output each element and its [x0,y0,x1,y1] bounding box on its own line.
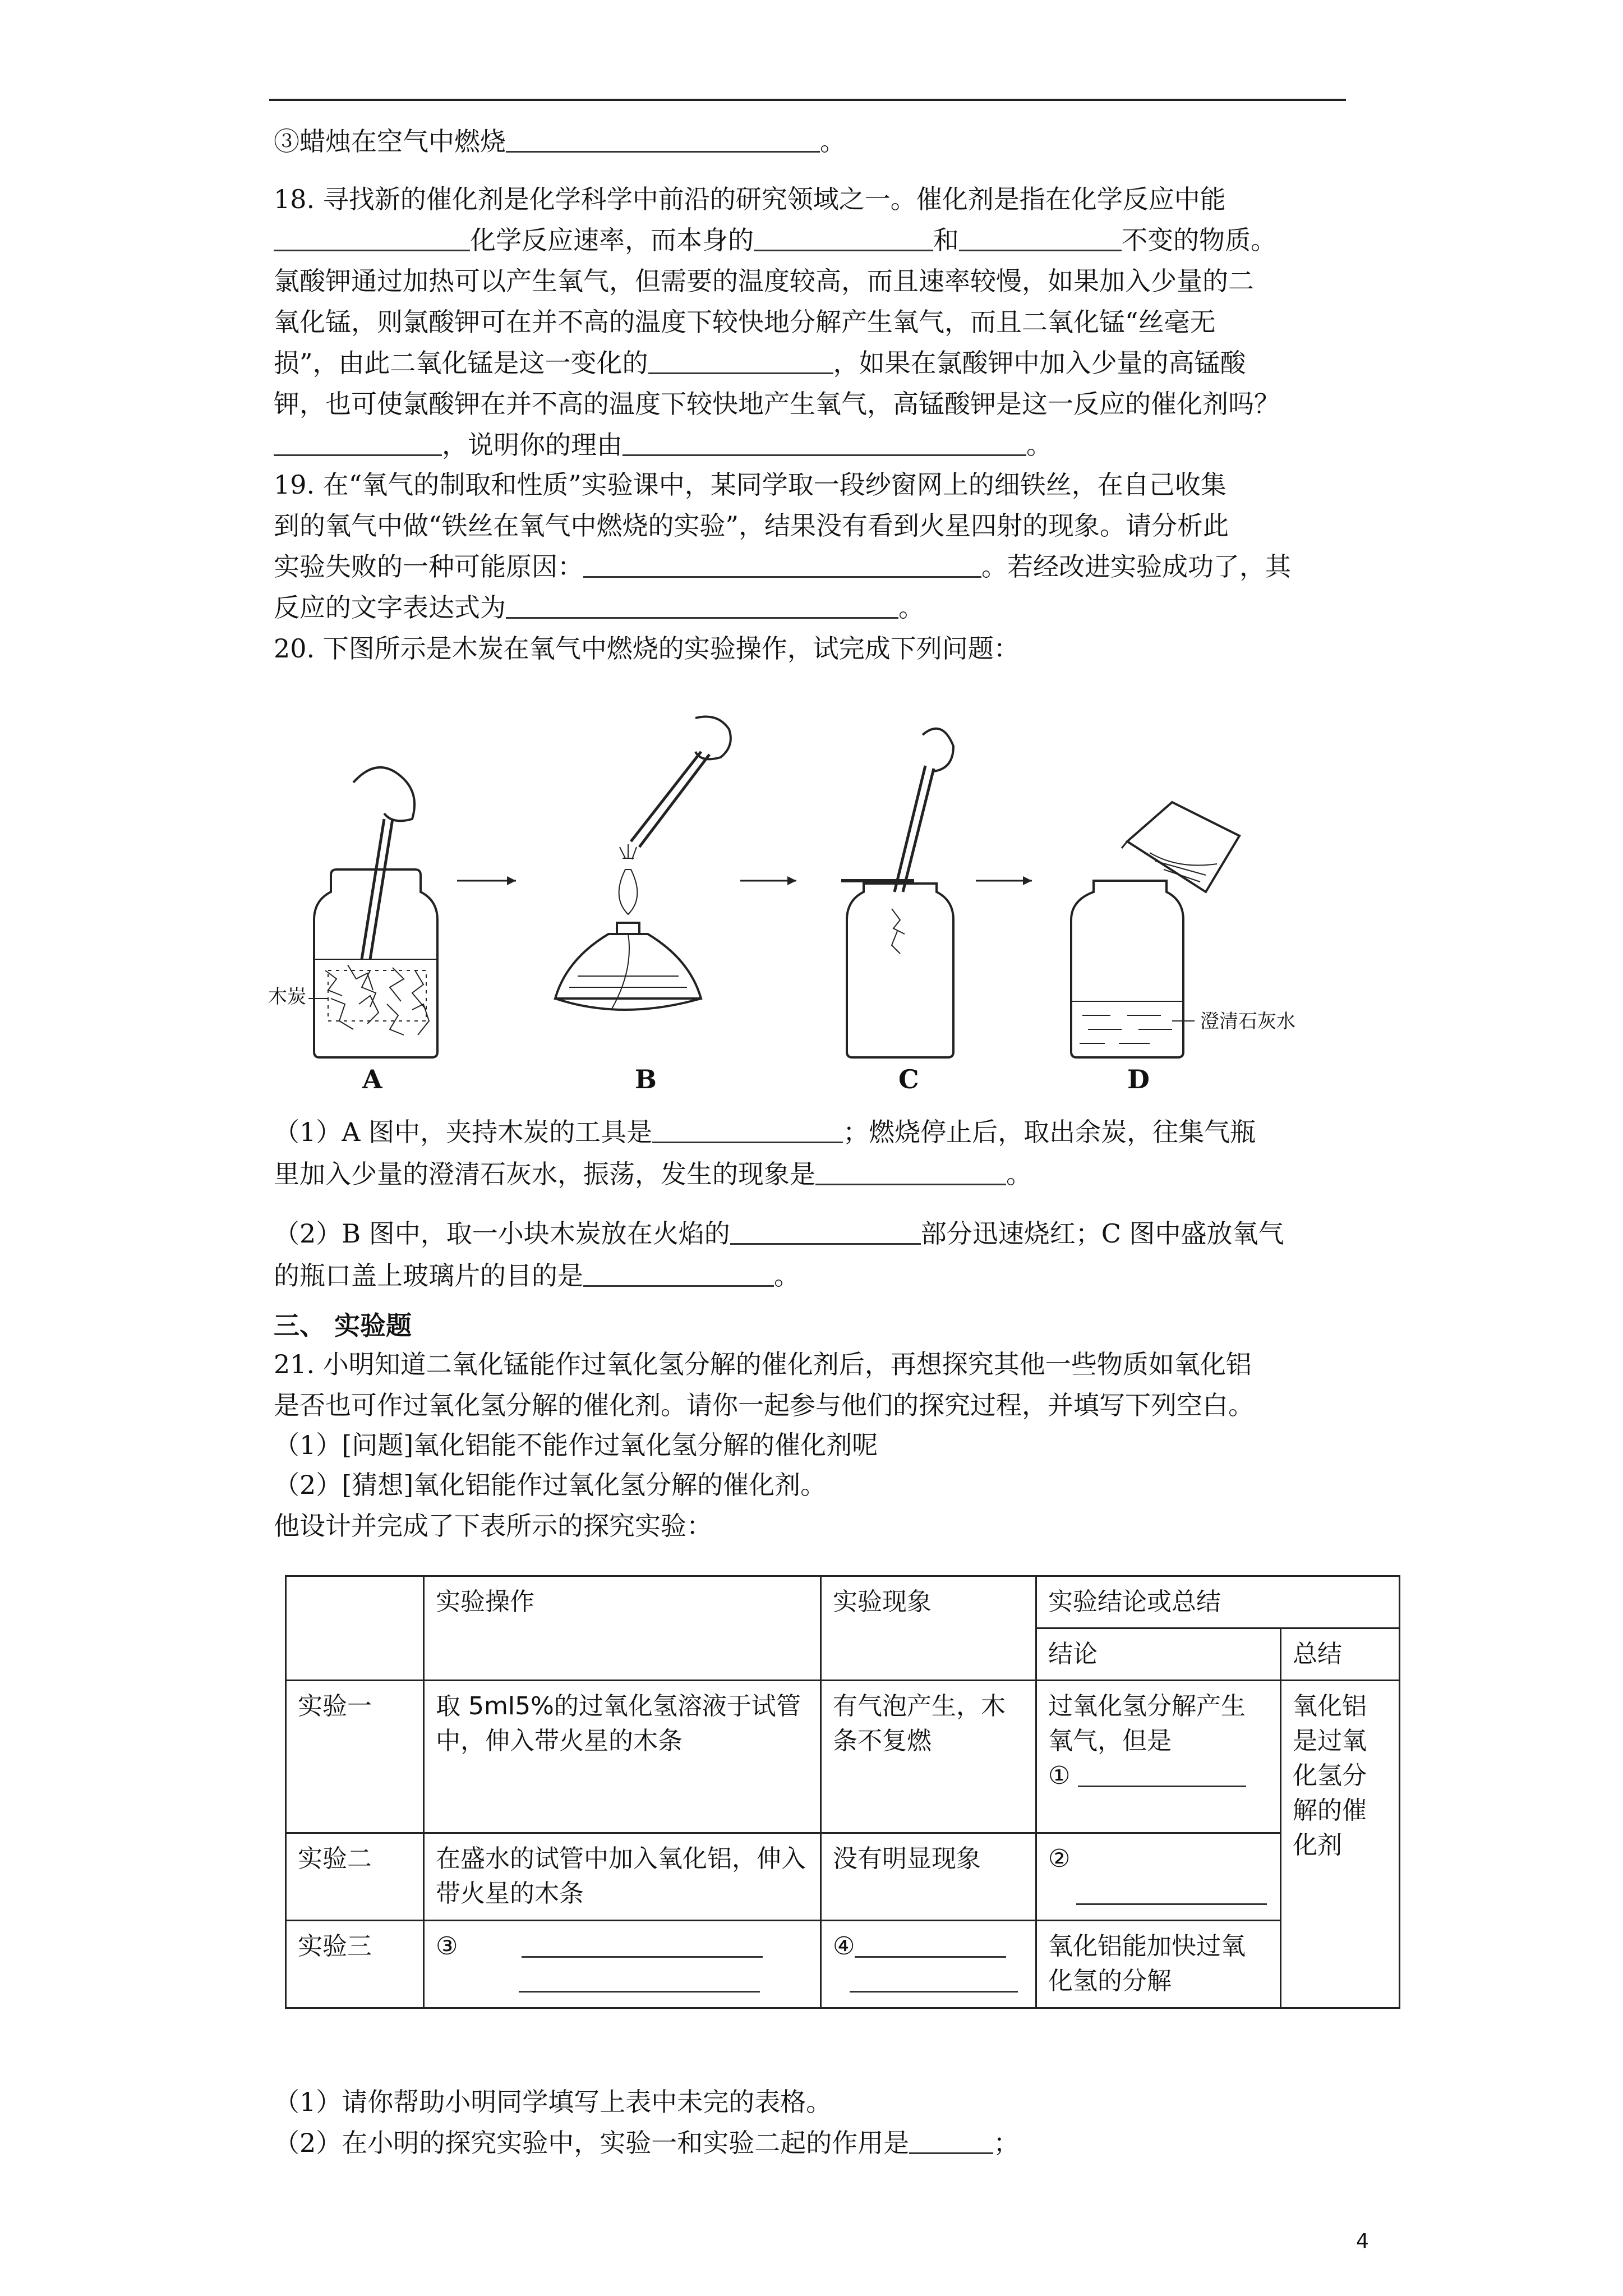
table-row [286,1833,1400,1921]
q19-line3: 实验失败的一种可能原因： 。若经改进实验成功了，其 [274,551,1291,582]
q21-sub1: （1）请你帮助小明同学填写上表中未完的表格。 [274,2087,832,2117]
q19-line2: 到的氧气中做“铁丝在氧气中燃烧的实验”，结果没有看到火星四射的现象。请分析此 [274,510,1229,541]
figure-a-jar [314,767,437,1057]
q19-line4: 反应的文字表达式为 。 [274,592,924,623]
row-name: 实验三 [286,1921,424,2008]
q20-1-line2: 里加入少量的澄清石灰水，振荡，发生的现象是 。 [274,1159,1032,1189]
q18-line4: 氧化锰，则氯酸钾可在并不高的温度下较快地分解产生氧气，而且二氧化锰“丝毫无 [274,307,1216,337]
q20-2-line2: 的瓶口盖上玻璃片的目的是 。 [274,1260,800,1291]
answer-blank[interactable] [583,554,981,578]
header-summary: 总结 [1281,1628,1400,1681]
label-a: A [362,1064,382,1094]
answer-blank[interactable] [855,1931,1006,1958]
header-conclusion: 结论 [1036,1628,1281,1681]
charcoal-experiment-figure [252,707,1352,1099]
charcoal-label: 木炭 [268,986,306,1008]
q20-2-line1: （2）B 图中，取一小块木炭放在火焰的 部分迅速烧红；C 图中盛放氧气 [274,1218,1284,1249]
answer-blank[interactable] [648,350,833,374]
experiment-table [285,1575,1400,2009]
answer-blank[interactable] [652,1119,843,1143]
cell-operation: 取 5ml5%的过氧化氢溶液于试管中，伸入带火星的木条 [424,1681,821,1833]
figure-b-lamp [555,717,731,1010]
header-rule [269,99,1346,101]
label-b: B [635,1064,657,1094]
row-name: 实验一 [286,1681,424,1833]
answer-blank[interactable] [522,1931,763,1958]
label-d: D [1127,1064,1150,1094]
answer-blank[interactable] [519,1966,760,1993]
q17-item3: ③蜡烛在空气中燃烧 。 [274,126,846,157]
answer-blank[interactable] [623,432,1026,456]
header-conclusion-summary: 实验结论或总结 [1036,1576,1400,1628]
q21-sub2: （2）在小明的探究实验中，实验一和实验二起的作用是 ； [274,2128,1020,2158]
header-phenomenon: 实验现象 [821,1576,1036,1681]
q19-line1: 19. 在“氧气的制取和性质”实验课中，某同学取一段纱窗网上的细铁丝，在自己收集 [274,470,1227,500]
table-row [286,1921,1400,2008]
table-corner-cell [286,1576,424,1681]
answer-blank[interactable] [959,227,1122,251]
answer-blank[interactable] [909,2130,993,2154]
cell-phenomenon: ④ [821,1921,1036,2008]
q21-question: （1）[问题]氧化铝能不能作过氧化氢分解的催化剂呢 [274,1430,878,1460]
cell-phenomenon: 有气泡产生，木条不复燃 [821,1681,1036,1833]
answer-blank[interactable] [274,432,442,456]
q18-line2: 化学反应速率，而本身的 和 不变的物质。 [274,223,1276,257]
table-header-row [286,1576,1400,1628]
answer-blank[interactable] [850,1966,1018,1993]
page-number: 4 [1356,2230,1369,2253]
figure-c-jar [841,729,953,1057]
answer-blank[interactable] [583,1263,774,1287]
answer-blank[interactable] [730,1221,921,1245]
answer-blank[interactable] [274,227,470,251]
q21-hypothesis: （2）[猜想]氧化铝能作过氧化氢分解的催化剂。 [274,1470,827,1500]
cell-conclusion: 氧化铝能加快过氧化氢的分解 [1036,1921,1281,2008]
cell-operation: 在盛水的试管中加入氧化铝，伸入带火星的木条 [424,1833,821,1921]
q18-line6: 钾，也可使氯酸钾在并不高的温度下较快地产生氧气，高锰酸钾是这一反应的催化剂吗？ [274,389,1280,419]
header-operation: 实验操作 [424,1576,821,1681]
answer-blank[interactable] [506,128,820,153]
q20-1-line1: （1）A 图中，夹持木炭的工具是 ；燃烧停止后，取出余炭，往集气瓶 [274,1117,1256,1147]
row-name: 实验二 [286,1833,424,1921]
q18-line5: 损”，由此二氧化锰是这一变化的 ，如果在氯酸钾中加入少量的高锰酸 [274,348,1246,378]
cell-phenomenon: 没有明显现象 [821,1833,1036,1921]
q21-table-intro: 他设计并完成了下表所示的探究实验： [274,1511,712,1541]
answer-blank[interactable] [754,227,933,251]
q20-prompt: 20. 下图所示是木炭在氧气中燃烧的实验操作，试完成下列问题： [274,633,1020,664]
q21-line2: 是否也可作过氧化氢分解的催化剂。请你一起参与他们的探究过程，并填写下列空白。 [274,1390,1254,1420]
cell-operation: ③ [424,1921,821,2008]
answer-blank[interactable] [1076,1879,1267,1905]
limewater-label: 澄清石灰水 [1200,1010,1295,1033]
q18-line7: ，说明你的理由 。 [274,428,1052,462]
cell-conclusion: 过氧化氢分解产生氧气，但是 ① [1036,1681,1281,1833]
answer-blank[interactable] [815,1161,1006,1185]
cell-summary: 氧化铝是过氧化氢分解的催化剂 [1281,1681,1400,2008]
q18-line1: 18. 寻找新的催化剂是化学科学中前沿的研究领域之一。催化剂是指在化学反应中能 [274,184,1226,214]
label-c: C [898,1064,919,1094]
answer-blank[interactable] [1078,1761,1246,1787]
q21-line1: 21. 小明知道二氧化锰能作过氧化氢分解的催化剂后，再想探究其他一些物质如氧化铝 [274,1349,1252,1379]
section-heading: 三、 实验题 [274,1310,412,1341]
table-row [286,1681,1400,1833]
cell-conclusion: ② [1036,1833,1281,1921]
answer-blank[interactable] [506,595,898,619]
q18-line3: 氯酸钾通过加热可以产生氧气，但需要的温度较高，而且速率较慢，如果加入少量的二 [274,266,1254,296]
